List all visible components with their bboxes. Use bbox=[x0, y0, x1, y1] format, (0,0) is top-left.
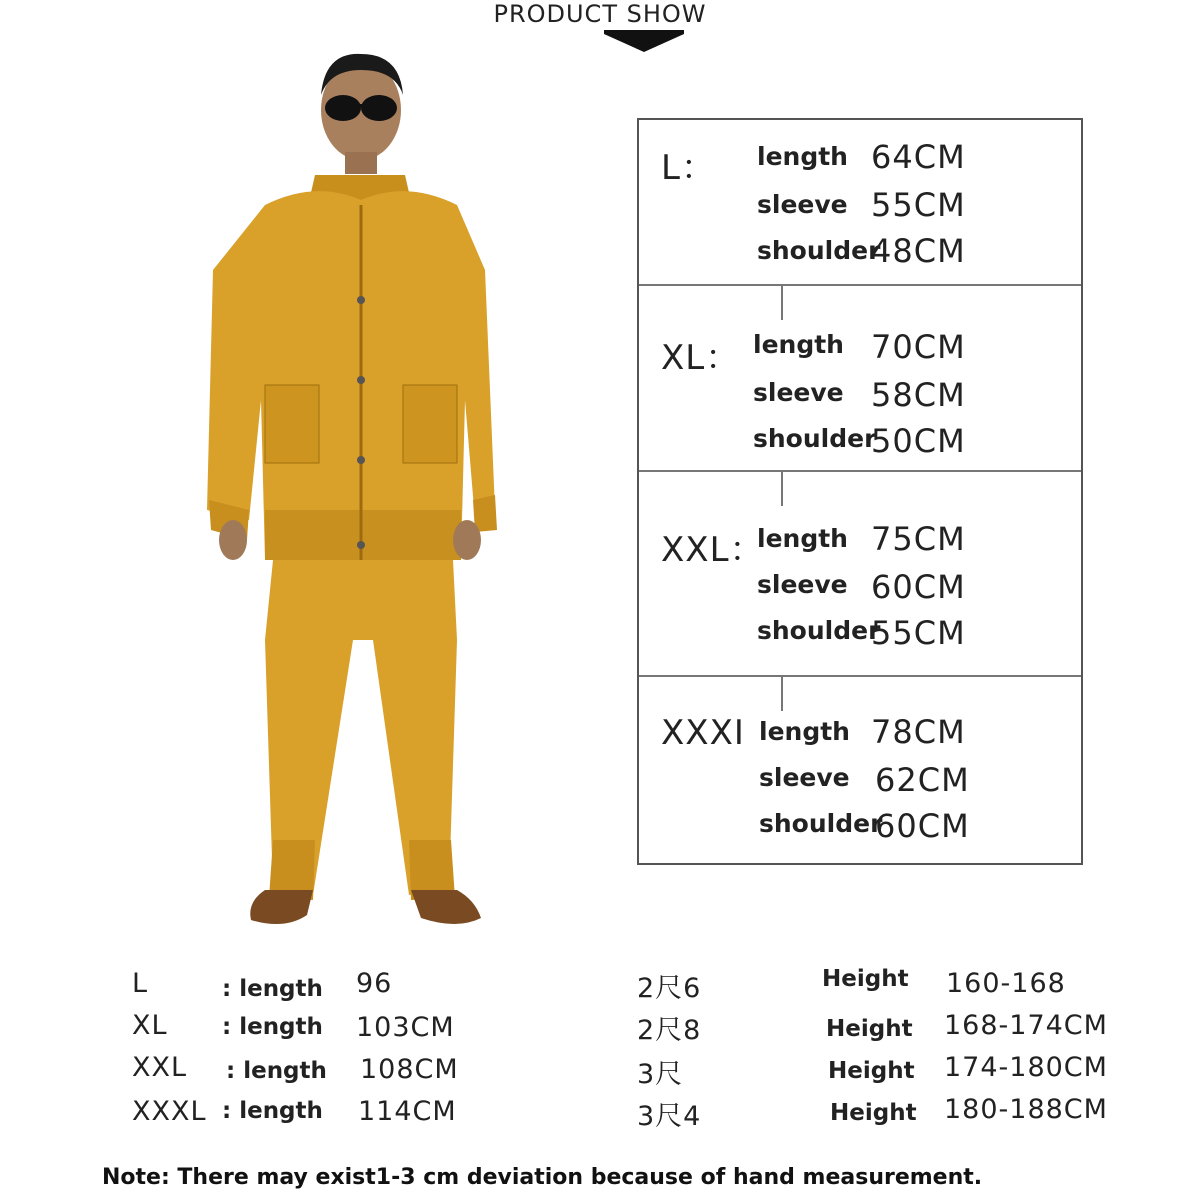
height-label: Height bbox=[826, 1016, 913, 1042]
measure-label: shoulder bbox=[757, 236, 881, 265]
jacket-size-table bbox=[637, 118, 1083, 865]
measure-label: length bbox=[757, 524, 848, 553]
measure-label: shoulder bbox=[759, 809, 883, 838]
height-value: 168-174CM bbox=[944, 1010, 1108, 1041]
pants-size: XXXL bbox=[132, 1096, 207, 1127]
measure-value: 50CM bbox=[871, 422, 966, 460]
size-block-xxxl bbox=[639, 675, 1081, 863]
measure-label: sleeve bbox=[759, 763, 850, 792]
product-photo bbox=[195, 40, 515, 940]
size-block-l bbox=[639, 120, 1081, 284]
pants-value: 108CM bbox=[360, 1054, 459, 1085]
neck bbox=[345, 152, 377, 174]
divider-tick bbox=[781, 472, 783, 506]
height-label: Height bbox=[822, 966, 909, 992]
size-label: XL： bbox=[661, 338, 741, 378]
height-code: 3尺4 bbox=[637, 1101, 702, 1132]
measure-label: sleeve bbox=[753, 378, 844, 407]
measure-value: 78CM bbox=[871, 713, 966, 751]
measure-label: length bbox=[759, 717, 850, 746]
measure-value: 60CM bbox=[875, 807, 970, 845]
measure-value: 60CM bbox=[871, 568, 966, 606]
pants-value: 114CM bbox=[358, 1096, 457, 1127]
jacket bbox=[207, 175, 497, 560]
measure-value: 75CM bbox=[871, 520, 966, 558]
pants-label: : length bbox=[222, 1098, 323, 1124]
height-code: 3尺 bbox=[637, 1059, 684, 1090]
pants-label: : length bbox=[222, 976, 323, 1002]
size-block-xl bbox=[639, 284, 1081, 470]
measure-value: 55CM bbox=[871, 186, 966, 224]
measure-value: 58CM bbox=[871, 376, 966, 414]
height-label: Height bbox=[828, 1058, 915, 1084]
pants-value: 96 bbox=[356, 968, 393, 999]
pants-size: L bbox=[132, 968, 149, 999]
right-boot bbox=[411, 890, 481, 924]
measure-value: 70CM bbox=[871, 328, 966, 366]
divider-tick bbox=[781, 677, 783, 711]
measurement-note: Note: There may exist1-3 cm deviation because of hand measurement. bbox=[102, 1165, 983, 1190]
measure-label: length bbox=[757, 142, 848, 171]
size-label: XXL： bbox=[661, 530, 765, 570]
pants-label: : length bbox=[222, 1014, 323, 1040]
size-label: L： bbox=[661, 148, 716, 188]
measure-label: shoulder bbox=[757, 616, 881, 645]
measure-value: 55CM bbox=[871, 614, 966, 652]
left-hand bbox=[219, 520, 247, 560]
down-arrow-icon bbox=[604, 34, 684, 52]
pants-value: 103CM bbox=[356, 1012, 455, 1043]
measure-value: 62CM bbox=[875, 761, 970, 799]
measure-label: sleeve bbox=[757, 570, 848, 599]
pants-size: XXL bbox=[132, 1052, 188, 1083]
measure-label: sleeve bbox=[757, 190, 848, 219]
height-label: Height bbox=[830, 1100, 917, 1126]
size-label: XXXI bbox=[661, 713, 745, 753]
measure-value: 64CM bbox=[871, 138, 966, 176]
divider-tick bbox=[781, 286, 783, 320]
pants-size: XL bbox=[132, 1010, 168, 1041]
height-code: 2尺6 bbox=[637, 973, 702, 1004]
pants bbox=[265, 560, 457, 900]
page-title: PRODUCT SHOW bbox=[493, 0, 707, 28]
measure-label: shoulder bbox=[753, 424, 877, 453]
measure-label: length bbox=[753, 330, 844, 359]
pants-label: : length bbox=[226, 1058, 327, 1084]
left-boot bbox=[250, 890, 313, 924]
size-block-xxl bbox=[639, 470, 1081, 675]
height-code: 2尺8 bbox=[637, 1015, 702, 1046]
height-value: 180-188CM bbox=[944, 1094, 1108, 1125]
measure-value: 48CM bbox=[871, 232, 966, 270]
right-hand bbox=[453, 520, 481, 560]
height-value: 160-168 bbox=[946, 968, 1066, 999]
height-value: 174-180CM bbox=[944, 1052, 1108, 1083]
